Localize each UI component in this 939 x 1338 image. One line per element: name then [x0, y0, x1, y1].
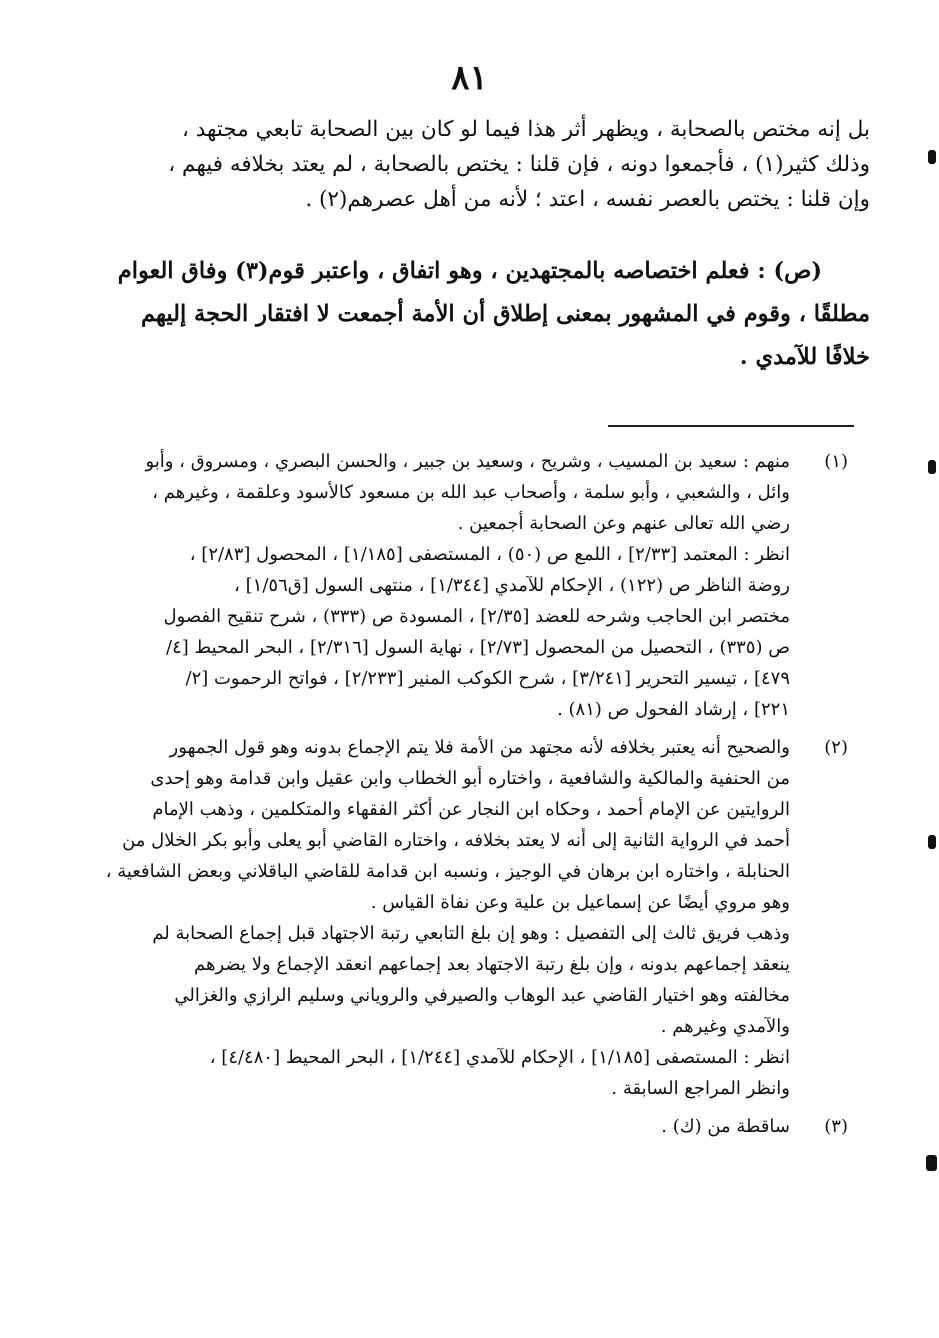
footnote-line: والصحيح أنه يعتبر بخلافه لأنه مجتهد من الأمة فلا يتم الإجماع بدونه وهو قول الجمهور [169, 737, 790, 758]
footnote-line: والآمدي وغيرهم . [660, 1016, 790, 1037]
margin-mark [928, 460, 936, 474]
footnote [72, 446, 848, 725]
footnote-number: (٢) [824, 737, 848, 758]
footnote-line: وهو مروي أيضًا عن إسماعيل بن علية وعن نفاة القياس . [370, 892, 790, 913]
footnote-line: الحنابلة ، واختاره ابن برهان في الوجيز ، ونسبه ابن قدامة للقاضي الباقلاني وبعض الشافعية ، [105, 861, 790, 882]
footnotes-section [72, 446, 848, 1149]
footnote-line: ص (٣٣٥) ، التحصيل من المحصول [٢/٧٣] ، نهاية السول [٢/٣١٦] ، البحر المحيط [٤/ [166, 637, 790, 658]
footnote-line: وائل ، والشعبي ، وأبو سلمة ، وأصحاب عبد الله بن مسعود كالأسود وعلقمة ، وغيرهم ، [152, 482, 790, 503]
footnote-line: روضة الناظر ص (١٢٢) ، الإحكام للآمدي [١/٣٤٤] ، منتهى السول [ق١/٥٦] ، [234, 575, 790, 596]
footnote-line: ٤٧٩] ، تيسير التحرير [٣/٢٤١] ، شرح الكوكب المنير [٢/٢٣٣] ، فواتح الرحموت [٢/ [185, 668, 790, 689]
footnote-line: وانظر المراجع السابقة . [611, 1078, 790, 1099]
ps-text-line: خلافًا للآمدي . [739, 344, 870, 370]
footnote-number: (٣) [824, 1116, 848, 1137]
main-text-line: بل إنه مختص بالصحابة ، ويظهر أثر هذا فيما لو كان بين الصحابة تابعي مجتهد ، [181, 117, 870, 142]
main-text-line: وإن قلنا : يختص بالعصر نفسه ، اعتد ؛ لأنه من أهل عصرهم(٢) . [305, 187, 870, 212]
footnote-line: الروايتين عن الإمام أحمد ، وحكاه ابن النجار عن أكثر الفقهاء والمتكلمين ، وذهب الإمام [152, 799, 790, 820]
ps-text-block [80, 250, 870, 379]
ps-text-line: (ص) : فعلم اختصاصه بالمجتهدين ، وهو اتفاق ، واعتبر قوم(٣) وفاق العوام [117, 258, 822, 284]
footnote-divider [608, 425, 854, 427]
footnote-line: انظر : المعتمد [٢/٣٣] ، اللمع ص (٥٠) ، المستصفى [١/١٨٥] ، المحصول [٢/٨٣] ، [189, 544, 790, 565]
footnote-line: أحمد في الرواية الثانية إلى أنه لا يعتد بخلافه ، واختاره القاضي أبو يعلى وأبو بكر الخلال من [122, 830, 790, 851]
ps-text-line: مطلقًا ، وقوم في المشهور بمعنى إطلاق أن الأمة أجمعت لا افتقار الحجة إليهم [140, 301, 870, 327]
main-text-line: وذلك كثير(١) ، فأجمعوا دونه ، فإن قلنا : يختص بالصحابة ، لم يعتد بخلافه فيهم ، [168, 152, 870, 177]
footnote-line: ينعقد إجماعهم بدونه ، وإن بلغ رتبة الاجتهاد بعد إجماعهم انعقد الإجماع ولا يضرهم [193, 954, 790, 975]
footnote-line: منهم : سعيد بن المسيب ، وشريح ، وسعيد بن جبير ، والحسن البصري ، ومسروق ، وأبو [145, 451, 790, 472]
footnote-line: من الحنفية والمالكية والشافعية ، واختاره أبو الخطاب وابن عقيل وابن قدامة وهو إحدى [150, 768, 790, 789]
footnote-line: مختصر ابن الحاجب وشرحه للعضد [٢/٣٥] ، المسودة ص (٣٣٣) ، شرح تنقيح الفصول [163, 606, 790, 627]
footnote [72, 732, 848, 1104]
footnote-line: مخالفته وهو اختيار القاضي عبد الوهاب والصيرفي والروياني وسليم الرازي والغزالي [174, 985, 790, 1006]
footnote-line: ٢٢١] ، إرشاد الفحول ص (٨١) . [557, 699, 790, 720]
margin-mark [928, 150, 936, 164]
margin-mark [926, 1155, 937, 1171]
footnote [72, 1111, 848, 1142]
main-text-block [80, 112, 870, 217]
footnote-number: (١) [824, 451, 848, 472]
footnote-line: انظر : المستصفى [١/١٨٥] ، الإحكام للآمدي [١/٢٤٤] ، البحر المحيط [٤/٤٨٠] ، [209, 1047, 790, 1068]
margin-mark [928, 835, 936, 849]
page-number: ٨١ [451, 58, 488, 98]
footnote-line: وذهب فريق ثالث إلى التفصيل : وهو إن بلغ التابعي رتبة الاجتهاد قبل إجماع الصحابة لم [152, 923, 790, 944]
footnote-line: رضي الله تعالى عنهم وعن الصحابة أجمعين . [457, 513, 790, 534]
footnote-line: ساقطة من (ك) . [661, 1116, 790, 1137]
